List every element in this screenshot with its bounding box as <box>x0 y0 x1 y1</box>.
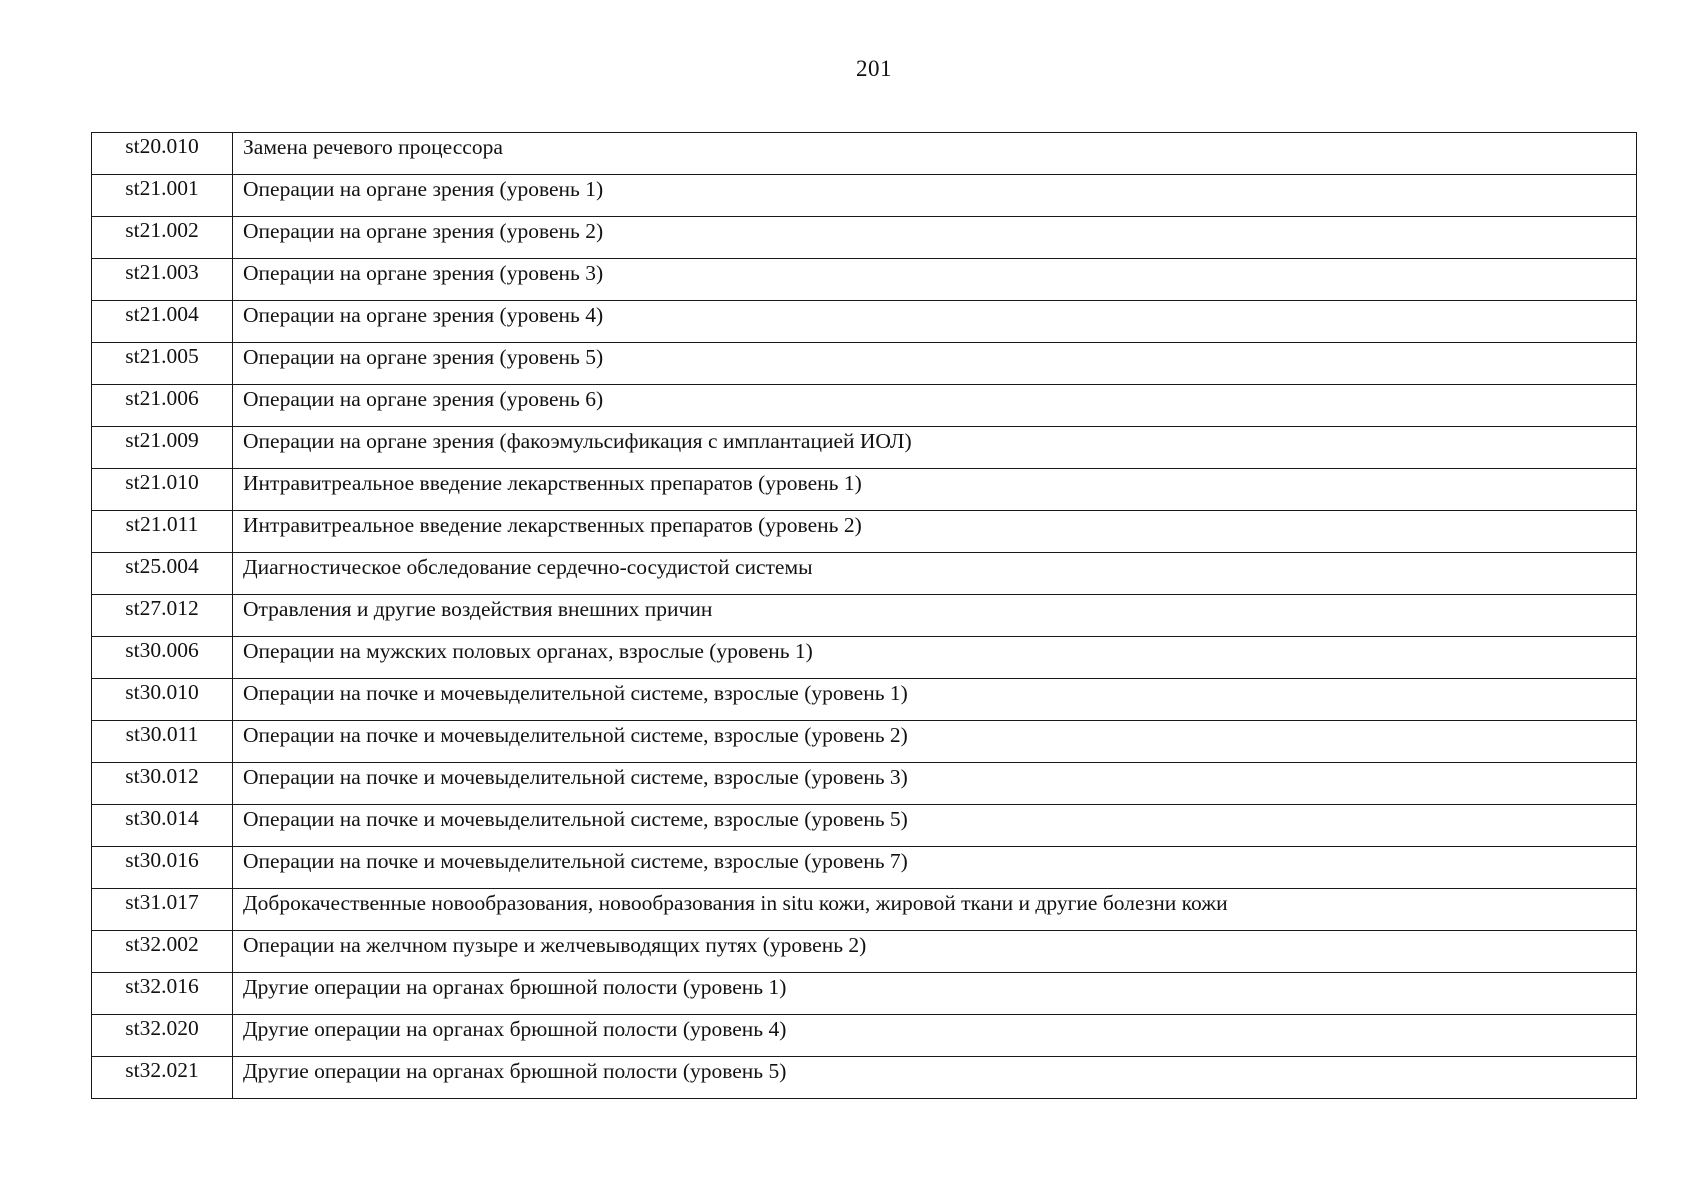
row-code: st25.004 <box>92 553 233 595</box>
row-description: Операции на почке и мочевыделительной системе, взрослые (уровень 2) <box>233 721 1637 763</box>
table-row <box>92 175 1637 217</box>
row-description: Другие операции на органах брюшной полости (уровень 5) <box>233 1057 1637 1099</box>
row-code: st32.020 <box>92 1015 233 1057</box>
row-code: st21.009 <box>92 427 233 469</box>
table-row <box>92 427 1637 469</box>
row-description: Диагностическое обследование сердечно-сосудистой системы <box>233 553 1637 595</box>
codes-table-body <box>92 133 1637 1099</box>
row-code: st21.005 <box>92 343 233 385</box>
table-row <box>92 763 1637 805</box>
codes-table <box>91 132 1637 1099</box>
table-row <box>92 679 1637 721</box>
row-code: st21.010 <box>92 469 233 511</box>
row-code: st30.014 <box>92 805 233 847</box>
row-code: st30.006 <box>92 637 233 679</box>
table-row <box>92 133 1637 175</box>
table-row <box>92 847 1637 889</box>
row-code: st21.002 <box>92 217 233 259</box>
table-row <box>92 973 1637 1015</box>
row-description: Операции на органе зрения (уровень 3) <box>233 259 1637 301</box>
row-description: Операции на органе зрения (уровень 4) <box>233 301 1637 343</box>
row-code: st21.011 <box>92 511 233 553</box>
table-row <box>92 301 1637 343</box>
table-row <box>92 511 1637 553</box>
row-code: st27.012 <box>92 595 233 637</box>
table-row <box>92 595 1637 637</box>
row-description: Другие операции на органах брюшной полости (уровень 1) <box>233 973 1637 1015</box>
row-description: Операции на почке и мочевыделительной системе, взрослые (уровень 1) <box>233 679 1637 721</box>
row-description: Операции на почке и мочевыделительной системе, взрослые (уровень 3) <box>233 763 1637 805</box>
table-row <box>92 1015 1637 1057</box>
table-row <box>92 217 1637 259</box>
table-row <box>92 385 1637 427</box>
table-row <box>92 805 1637 847</box>
row-description: Доброкачественные новообразования, новообразования in situ кожи, жировой ткани и другие болезни кожи <box>233 889 1637 931</box>
row-code: st30.012 <box>92 763 233 805</box>
row-description: Операции на органе зрения (уровень 6) <box>233 385 1637 427</box>
row-description: Операции на почке и мочевыделительной системе, взрослые (уровень 7) <box>233 847 1637 889</box>
row-code: st30.010 <box>92 679 233 721</box>
table-row <box>92 553 1637 595</box>
table-row <box>92 889 1637 931</box>
table-row <box>92 931 1637 973</box>
row-description: Операции на органе зрения (уровень 5) <box>233 343 1637 385</box>
row-description: Отравления и другие воздействия внешних причин <box>233 595 1637 637</box>
row-description: Замена речевого процессора <box>233 133 1637 175</box>
row-description: Операции на органе зрения (уровень 1) <box>233 175 1637 217</box>
table-row <box>92 469 1637 511</box>
table-row <box>92 259 1637 301</box>
page-number: 201 <box>856 56 892 81</box>
row-code: st20.010 <box>92 133 233 175</box>
row-description: Операции на мужских половых органах, взрослые (уровень 1) <box>233 637 1637 679</box>
table-row <box>92 721 1637 763</box>
row-code: st21.001 <box>92 175 233 217</box>
row-code: st32.016 <box>92 973 233 1015</box>
row-code: st32.002 <box>92 931 233 973</box>
row-description: Операции на органе зрения (уровень 2) <box>233 217 1637 259</box>
row-description: Другие операции на органах брюшной полости (уровень 4) <box>233 1015 1637 1057</box>
row-description: Интравитреальное введение лекарственных препаратов (уровень 1) <box>233 469 1637 511</box>
row-description: Операции на почке и мочевыделительной системе, взрослые (уровень 5) <box>233 805 1637 847</box>
row-code: st32.021 <box>92 1057 233 1099</box>
row-code: st30.016 <box>92 847 233 889</box>
table-row <box>92 1057 1637 1099</box>
row-code: st21.006 <box>92 385 233 427</box>
row-code: st31.017 <box>92 889 233 931</box>
table-row <box>92 637 1637 679</box>
table-row <box>92 343 1637 385</box>
row-code: st30.011 <box>92 721 233 763</box>
row-description: Операции на органе зрения (факоэмульсификация с имплантацией ИОЛ) <box>233 427 1637 469</box>
row-code: st21.004 <box>92 301 233 343</box>
row-code: st21.003 <box>92 259 233 301</box>
row-description: Интравитреальное введение лекарственных препаратов (уровень 2) <box>233 511 1637 553</box>
row-description: Операции на желчном пузыре и желчевыводящих путях (уровень 2) <box>233 931 1637 973</box>
